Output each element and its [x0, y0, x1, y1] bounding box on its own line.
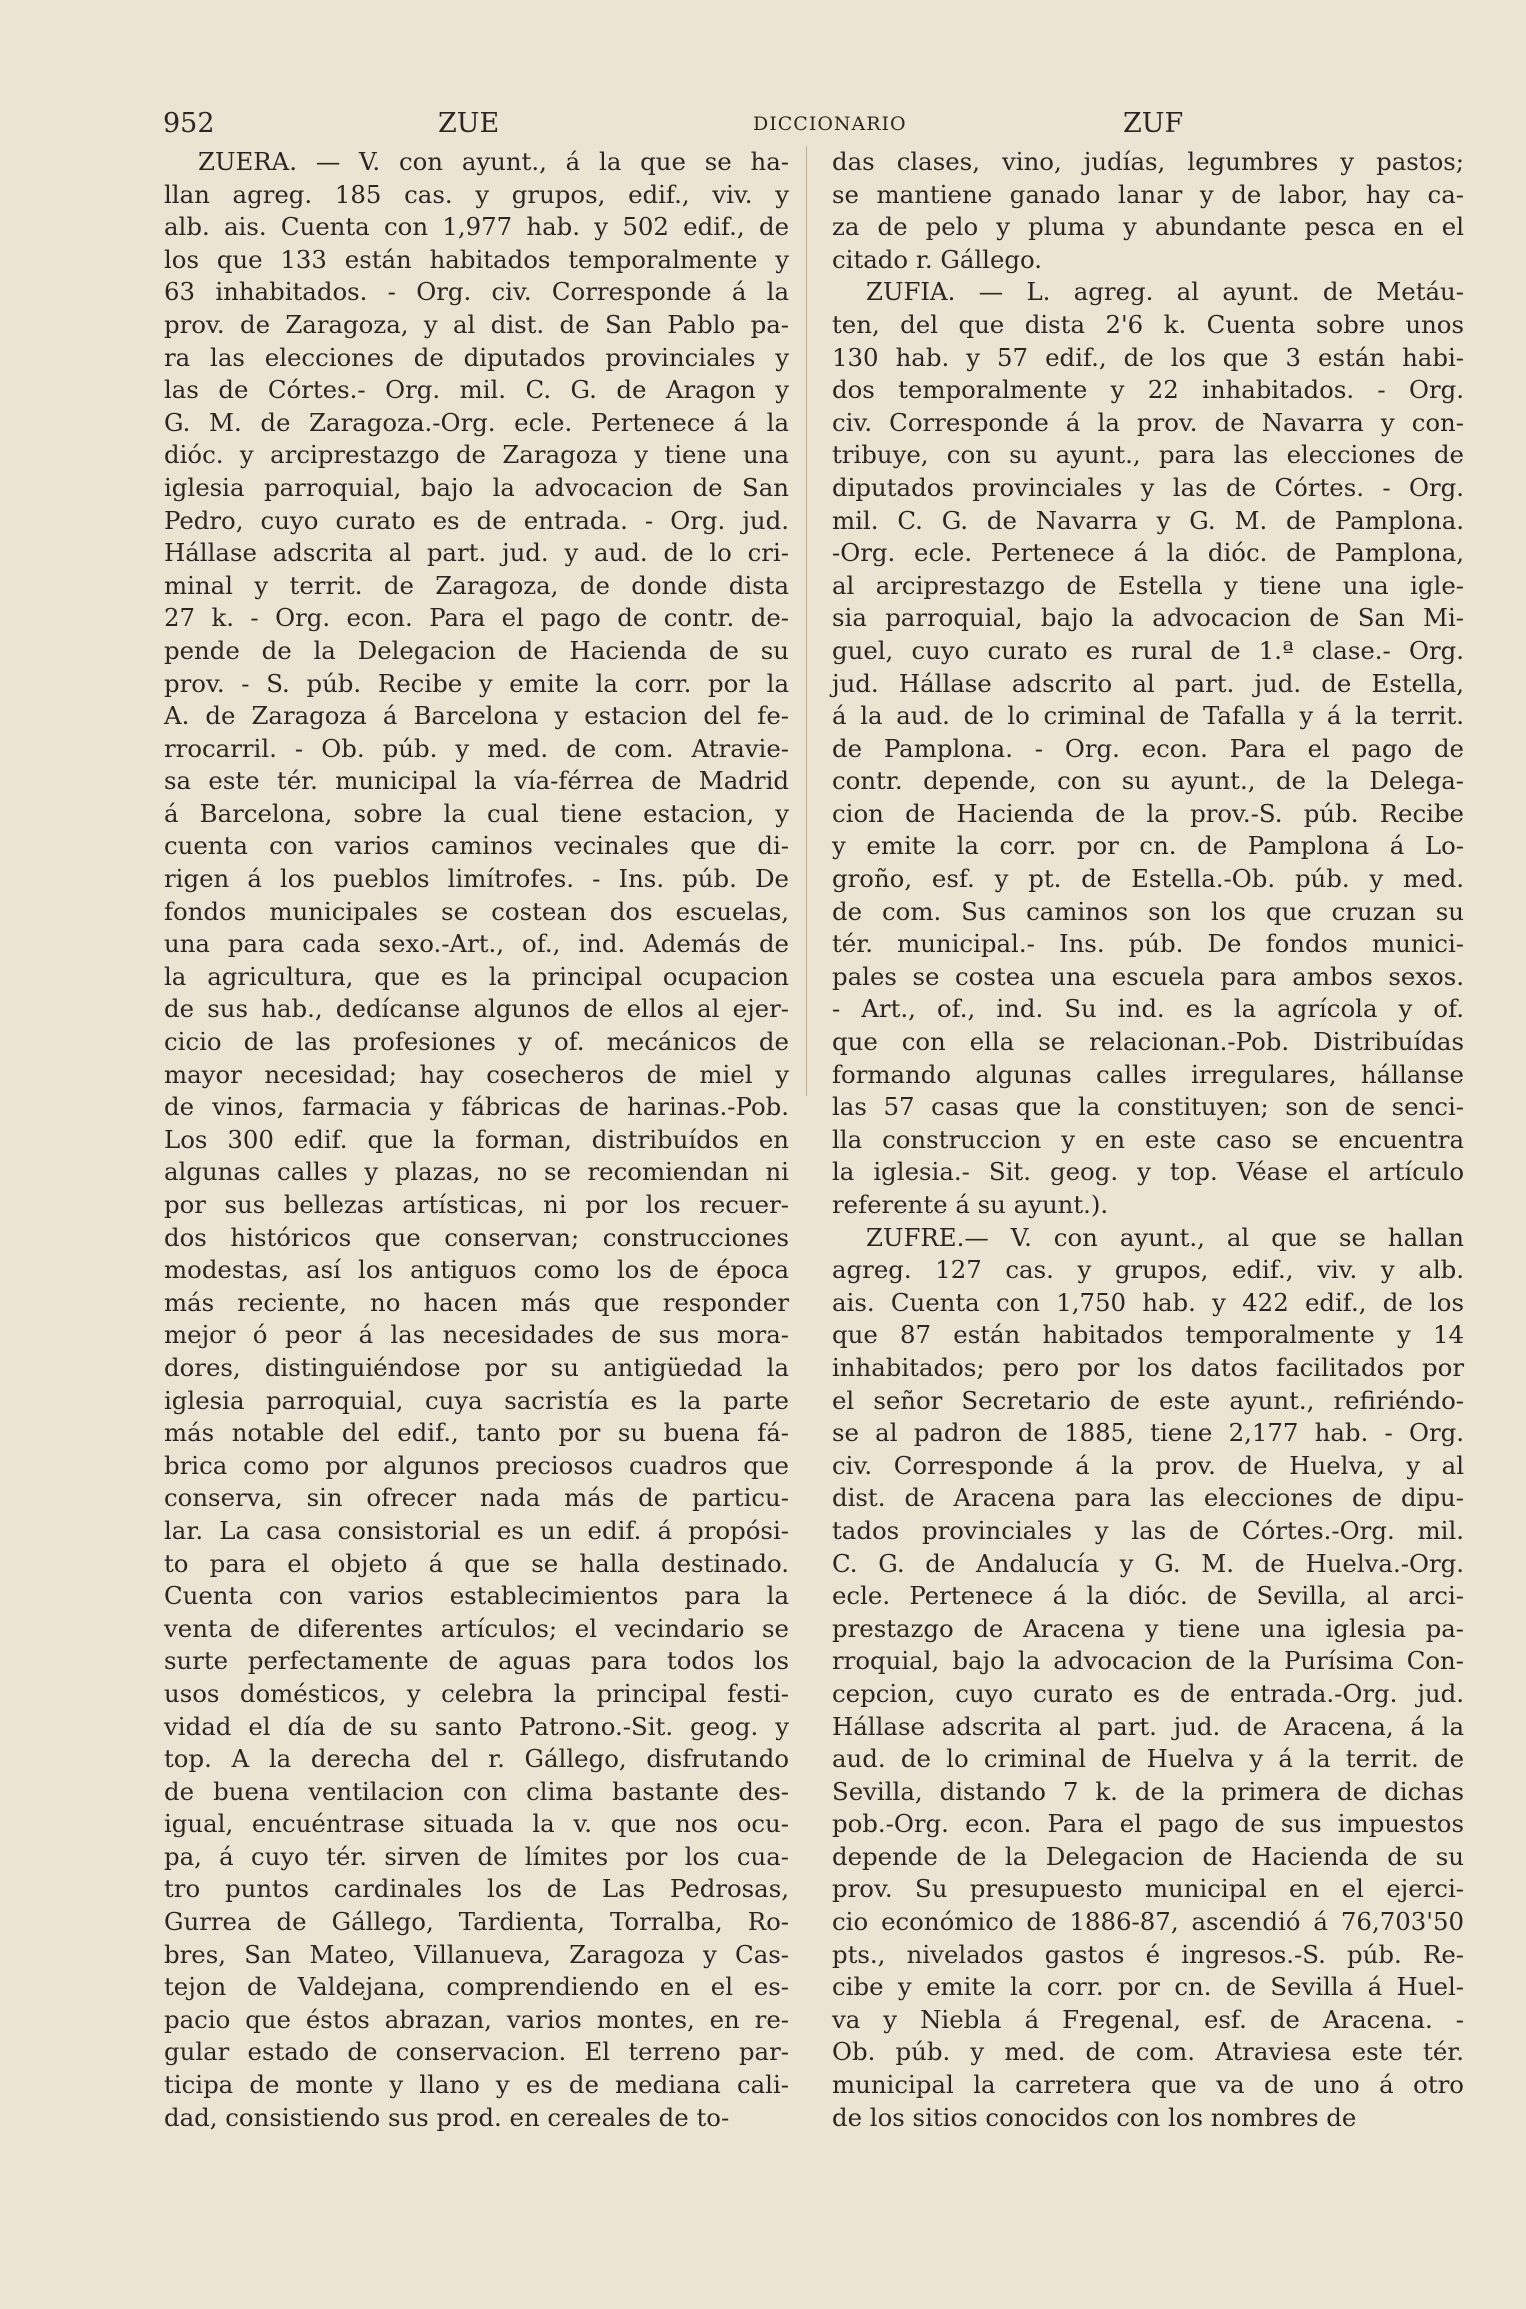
text-line: Los 300 edif. que la forman, distribuídos en — [164, 1124, 789, 1154]
text-line: cibe y emite la corr. por cn. de Sevilla á Huel- — [832, 1972, 1464, 2002]
text-line: las de Córtes.- Org. mil. C. G. de Aragon y — [164, 375, 789, 405]
text-line: brica como por algunos preciosos cuadros que — [164, 1450, 789, 1480]
text-line: rrocarril. - Ob. púb. y med. de com. Atravie- — [164, 733, 789, 763]
text-line: 130 hab. y 57 edif., de los que 3 están habi- — [832, 342, 1464, 372]
text-line: de buena ventilacion con clima bastante des- — [164, 1776, 789, 1806]
text-line: llan agreg. 185 cas. y grupos, edif., viv. y — [164, 179, 789, 209]
text-line: rigen á los pueblos limítrofes. - Ins. púb. De — [164, 864, 789, 894]
text-line: civ. Corresponde á la prov. de Navarra y con- — [832, 407, 1464, 437]
text-line: lar. La casa consistorial es un edif. á propósi- — [164, 1515, 789, 1545]
text-line: que con ella se relacionan.-Pob. Distribuídas — [832, 1027, 1464, 1057]
text-line: Hállase adscrita al part. jud. y aud. de lo cri- — [164, 538, 789, 568]
text-line: formando algunas calles irregulares, hállanse — [832, 1059, 1464, 1089]
text-line: vidad el día de su santo Patrono.-Sit. geog. y — [164, 1711, 789, 1741]
text-line: cepcion, cuyo curato es de entrada.-Org. jud. — [832, 1678, 1464, 1708]
text-line: igual, encuéntrase situada la v. que nos ocu- — [164, 1809, 789, 1839]
text-line: cio económico de 1886-87, ascendió á 76,703'50 — [832, 1907, 1464, 1937]
text-line: pales se costea una escuela para ambos sexos. — [832, 961, 1464, 991]
text-line: se mantiene ganado lanar y de labor, hay ca- — [832, 179, 1464, 209]
text-line: dad, consistiendo sus prod. en cereales de to- — [164, 2102, 730, 2132]
text-line: la agricultura, que es la principal ocupacion — [164, 961, 789, 991]
text-line: jud. Hállase adscrito al part. jud. de Estella, — [832, 668, 1464, 698]
text-line: ZUFRE.— V. con ayunt., al que se hallan — [866, 1222, 1464, 1252]
text-line: agreg. 127 cas. y grupos, edif., viv. y alb. — [832, 1255, 1464, 1285]
left-column — [164, 146, 789, 2134]
text-line: alb. ais. Cuenta con 1,977 hab. y 502 edif., de — [164, 212, 789, 242]
text-line: municipal la carretera que va de uno á otro — [832, 2070, 1464, 2100]
page-header — [163, 104, 1468, 144]
text-line: dos temporalmente y 22 inhabitados. - Org. — [832, 375, 1464, 405]
text-line: ecle. Pertenece á la dióc. de Sevilla, al arci- — [832, 1581, 1464, 1611]
text-line: á la aud. de lo criminal de Tafalla y á la territ. — [832, 701, 1464, 731]
text-line: pende de la Delegacion de Hacienda de su — [164, 635, 789, 665]
left-guide-word: ZUE — [438, 108, 500, 139]
page-number: 952 — [163, 108, 215, 139]
text-line: bres, San Mateo, Villanueva, Zaragoza y Cas- — [164, 1939, 789, 1969]
text-line: tro puntos cardinales los de Las Pedrosas, — [164, 1874, 789, 1904]
text-line: inhabitados; pero por los datos facilitados por — [832, 1352, 1464, 1382]
text-line: tribuye, con su ayunt., para las elecciones de — [832, 440, 1464, 470]
text-line: el señor Secretario de este ayunt., refiriéndo- — [832, 1385, 1464, 1415]
text-line: groño, esf. y pt. de Estella.-Ob. púb. y med. — [832, 864, 1464, 894]
text-line: aud. de lo criminal de Huelva y á la territ. de — [832, 1744, 1464, 1774]
text-line: pob.-Org. econ. Para el pago de sus impuestos — [832, 1809, 1464, 1839]
text-line: más reciente, no hacen más que responder — [164, 1287, 789, 1317]
text-line: mil. C. G. de Navarra y G. M. de Pamplona. — [832, 505, 1464, 535]
text-line: ra las elecciones de diputados provinciales y — [164, 342, 789, 372]
text-line: surte perfectamente de aguas para todos los — [164, 1646, 789, 1676]
text-line: 27 k. - Org. econ. Para el pago de contr. de- — [164, 603, 789, 633]
text-line: se al padron de 1885, tiene 2,177 hab. - Org. — [832, 1418, 1464, 1448]
text-line: tados provinciales y las de Córtes.-Org. mil. — [832, 1515, 1464, 1545]
text-line: Cuenta con varios establecimientos para la — [164, 1581, 789, 1611]
text-line: tér. municipal.- Ins. púb. De fondos munici- — [832, 929, 1464, 959]
text-line: va y Niebla á Fregenal, esf. de Aracena. - — [832, 2004, 1464, 2034]
text-line: -Org. ecle. Pertenece á la dióc. de Pamplona, — [832, 538, 1464, 568]
text-line: ticipa de monte y llano y es de mediana cali- — [164, 2070, 789, 2100]
text-line: depende de la Delegacion de Hacienda de su — [832, 1841, 1464, 1871]
text-line: y emite la corr. por cn. de Pamplona á Lo- — [832, 831, 1464, 861]
right-guide-word: ZUF — [1123, 108, 1184, 139]
text-line: - Art., of., ind. Su ind. es la agrícola y of. — [832, 994, 1464, 1024]
text-line: algunas calles y plazas, no se recomiendan ni — [164, 1157, 789, 1187]
text-line: contr. depende, con su ayunt., de la Delega- — [832, 766, 1464, 796]
text-line: das clases, vino, judías, legumbres y pastos; — [832, 147, 1464, 176]
text-line: C. G. de Andalucía y G. M. de Huelva.-Org. — [832, 1548, 1464, 1578]
text-line: de vinos, farmacia y fábricas de harinas.-Pob. — [164, 1092, 789, 1122]
text-line: los que 133 están habitados temporalmente y — [164, 244, 789, 274]
text-line: por sus bellezas artísticas, ni por los recuer- — [164, 1190, 789, 1219]
text-line: minal y territ. de Zaragoza, de donde dista — [164, 570, 789, 600]
text-line: las 57 casas que la constituyen; son de senci- — [832, 1092, 1464, 1122]
text-line: civ. Corresponde á la prov. de Huelva, y al — [832, 1450, 1464, 1480]
running-title: DICCIONARIO — [753, 113, 907, 135]
text-line: dores, distinguiéndose por su antigüedad la — [164, 1352, 789, 1382]
text-line: sia parroquial, bajo la advocacion de San Mi- — [832, 603, 1464, 633]
text-line: ten, del que dista 2'6 k. Cuenta sobre unos — [832, 309, 1464, 339]
text-line: que 87 están habitados temporalmente y 14 — [832, 1320, 1464, 1350]
text-line: Pedro, cuyo curato es de entrada. - Org. jud. — [164, 505, 789, 535]
text-line: Gurrea de Gállego, Tardienta, Torralba, Ro- — [164, 1907, 789, 1937]
text-line: al arciprestazgo de Estella y tiene una igle- — [832, 570, 1464, 600]
text-line: prov. - S. púb. Recibe y emite la corr. por la — [164, 668, 789, 698]
text-line: referente á su ayunt.). — [832, 1190, 1109, 1219]
text-line: la iglesia.- Sit. geog. y top. Véase el artículo — [832, 1157, 1464, 1187]
text-line: rroquial, bajo la advocacion de la Purísima Con- — [832, 1646, 1464, 1676]
text-line: una para cada sexo.-Art., of., ind. Además de — [164, 929, 789, 959]
text-line: prov. Su presupuesto municipal en el ejerci- — [832, 1874, 1464, 1904]
text-line: iglesia parroquial, cuya sacristía es la parte — [164, 1385, 789, 1415]
column-divider — [806, 146, 807, 1096]
right-column — [832, 146, 1464, 2134]
text-line: ais. Cuenta con 1,750 hab. y 422 edif., de los — [832, 1287, 1464, 1317]
text-line: diputados provinciales y las de Córtes. - Org. — [832, 472, 1464, 502]
text-line: sa este tér. municipal la vía-férrea de Madrid — [164, 766, 789, 796]
text-line: tejon de Valdejana, comprendiendo en el es- — [164, 1972, 789, 2002]
text-line: Ob. púb. y med. de com. Atraviesa este tér. — [832, 2037, 1464, 2067]
text-line: de sus hab., dedícanse algunos de ellos al ejer- — [164, 994, 789, 1024]
text-line: dióc. y arciprestazgo de Zaragoza y tiene una — [164, 440, 789, 470]
text-line: pts., nivelados gastos é ingresos.-S. púb. Re- — [832, 1939, 1464, 1969]
text-line: prestazgo de Aracena y tiene una iglesia pa- — [832, 1613, 1464, 1643]
text-line: lla construccion y en este caso se encuentra — [832, 1124, 1464, 1154]
text-line: á Barcelona, sobre la cual tiene estacion, y — [164, 798, 789, 828]
text-line: cuenta con varios caminos vecinales que di- — [164, 831, 789, 861]
text-line: dist. de Aracena para las elecciones de dipu- — [832, 1483, 1464, 1513]
text-line: más notable del edif., tanto por su buena fá- — [164, 1418, 789, 1448]
text-line: Hállase adscrita al part. jud. de Aracena, á la — [832, 1711, 1464, 1741]
text-line: de Pamplona. - Org. econ. Para el pago de — [832, 733, 1464, 763]
text-line: iglesia parroquial, bajo la advocacion de San — [164, 472, 789, 502]
text-line: za de pelo y pluma y abundante pesca en el — [832, 212, 1464, 242]
text-line: mayor necesidad; hay cosecheros de miel y — [164, 1059, 789, 1089]
text-line: modestas, así los antiguos como los de época — [164, 1255, 789, 1285]
text-line: top. A la derecha del r. Gállego, disfrutando — [164, 1744, 789, 1774]
text-line: conserva, sin ofrecer nada más de particu- — [164, 1483, 789, 1513]
text-line: cion de Hacienda de la prov.-S. púb. Recibe — [832, 798, 1464, 828]
text-line: Sevilla, distando 7 k. de la primera de dichas — [832, 1776, 1464, 1806]
text-line: prov. de Zaragoza, y al dist. de San Pablo pa- — [164, 309, 789, 339]
text-line: ZUFIA. — L. agreg. al ayunt. de Metáu- — [866, 277, 1464, 307]
text-line: de com. Sus caminos son los que cruzan su — [832, 896, 1464, 926]
text-line: venta de diferentes artículos; el vecindario se — [164, 1613, 789, 1643]
text-line: pa, á cuyo tér. sirven de límites por los cua- — [164, 1841, 789, 1871]
text-line: ZUERA. — V. con ayunt., á la que se ha- — [198, 147, 789, 176]
text-line: mejor ó peor á las necesidades de sus mora- — [164, 1320, 789, 1350]
text-line: pacio que éstos abrazan, varios montes, en re- — [164, 2004, 789, 2034]
text-line: citado r. Gállego. — [832, 244, 1043, 274]
text-line: G. M. de Zaragoza.-Org. ecle. Pertenece á la — [164, 407, 789, 437]
text-line: A. de Zaragoza á Barcelona y estacion del fe- — [164, 701, 789, 731]
text-line: cicio de las profesiones y of. mecánicos de — [164, 1027, 789, 1057]
text-line: 63 inhabitados. - Org. civ. Corresponde á la — [164, 277, 789, 307]
text-line: usos domésticos, y celebra la principal festi- — [164, 1678, 789, 1708]
text-line: guel, cuyo curato es rural de 1.ª clase.- Org. — [832, 635, 1464, 665]
text-line: dos históricos que conservan; construcciones — [164, 1222, 789, 1252]
text-line: gular estado de conservacion. El terreno par- — [164, 2037, 789, 2067]
text-line: de los sitios conocidos con los nombres de — [832, 2102, 1357, 2132]
text-line: to para el objeto á que se halla destinado. — [164, 1548, 789, 1578]
text-line: fondos municipales se costean dos escuelas, — [164, 896, 789, 926]
